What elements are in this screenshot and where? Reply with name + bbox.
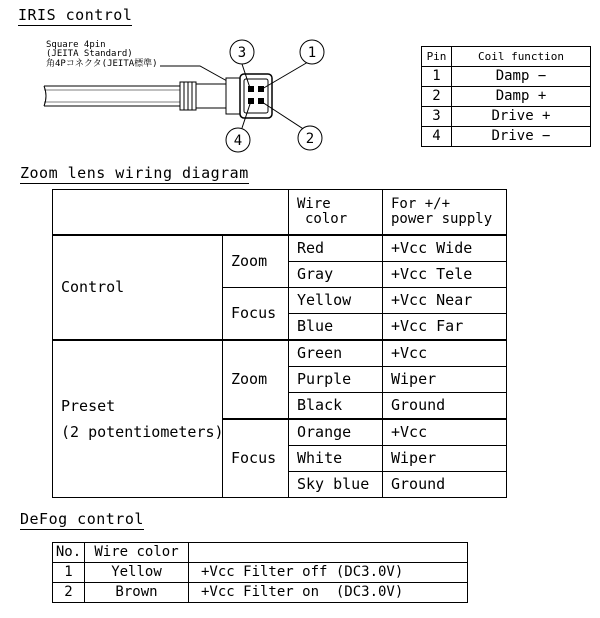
- defog-table: [52, 542, 468, 603]
- wire-color: Black: [289, 393, 383, 420]
- wire-function: +Vcc Far: [383, 314, 507, 341]
- svg-text:4: 4: [233, 133, 243, 149]
- svg-text:3: 3: [237, 45, 247, 61]
- wire-function: +Vcc Tele: [383, 262, 507, 288]
- control-zoom-label: Zoom: [223, 235, 289, 288]
- no-header: No.: [53, 543, 85, 563]
- square-4pin-connector-icon: [240, 74, 272, 118]
- wire-color: Yellow: [289, 288, 383, 314]
- wire-color: Yellow: [85, 563, 189, 583]
- wire-color-header: Wire color: [85, 543, 189, 563]
- pin-number: 1: [422, 67, 452, 87]
- power-header-line-2: power supply: [391, 211, 493, 227]
- control-focus-label: Focus: [223, 288, 289, 341]
- wire-function: Ground: [383, 472, 507, 498]
- cable-icon: [44, 86, 180, 106]
- callout-2: [298, 126, 322, 150]
- wire-function: +Vcc Near: [383, 288, 507, 314]
- iris-connector-diagram: [40, 34, 340, 164]
- wire-color: Green: [289, 340, 383, 367]
- wire-color: Orange: [289, 419, 383, 446]
- wire-color: Brown: [85, 583, 189, 603]
- table-row: [53, 340, 507, 367]
- wire-header-line-1: Wire: [297, 196, 331, 212]
- wire-color-header: [289, 190, 383, 236]
- callout-3: [230, 40, 254, 64]
- wire-color: Gray: [289, 262, 383, 288]
- svg-text:1: 1: [307, 45, 317, 61]
- table-row: [53, 563, 468, 583]
- coil-function: Damp −: [452, 67, 591, 87]
- coil-function: Drive −: [452, 127, 591, 147]
- iris-section-title: IRIS control: [18, 6, 133, 24]
- power-supply-header: [383, 190, 507, 236]
- defog-section-title: DeFog control: [20, 510, 144, 528]
- table-row: [53, 583, 468, 603]
- wire-function: +Vcc: [383, 340, 507, 367]
- callout-4: [226, 128, 250, 152]
- wire-function: +Vcc Wide: [383, 235, 507, 262]
- connector-label-2: (JEITA Standard): [46, 49, 133, 59]
- wire-header-line-2: color: [305, 211, 348, 227]
- preset-label-line-2: (2 potentiometers): [61, 423, 224, 441]
- wire-function: +Vcc Filter on (DC3.0V): [189, 583, 468, 603]
- header-blank: [53, 190, 289, 236]
- wire-color: Purple: [289, 367, 383, 393]
- wire-function: Wiper: [383, 367, 507, 393]
- preset-label-line-1: Preset: [61, 397, 116, 415]
- wire-color: White: [289, 446, 383, 472]
- pin-number: 4: [422, 127, 452, 147]
- wire-color: Red: [289, 235, 383, 262]
- iris-pin-table: [421, 46, 591, 147]
- coil-function: Damp +: [452, 87, 591, 107]
- table-row: [422, 127, 591, 147]
- function-header-blank: [189, 543, 468, 563]
- wire-function: +Vcc Filter off (DC3.0V): [189, 563, 468, 583]
- table-row: [53, 235, 507, 262]
- wire-function: Wiper: [383, 446, 507, 472]
- coil-function-header: Coil function: [452, 47, 591, 67]
- table-row: [422, 87, 591, 107]
- connector-label-3: 角4Pコネクタ(JEITA標準): [46, 59, 158, 69]
- wire-color: Blue: [289, 314, 383, 341]
- connector-label-1: Square 4pin: [46, 40, 106, 50]
- zoom-wiring-table: [52, 189, 507, 498]
- callout-1: [300, 40, 324, 64]
- table-row: [422, 67, 591, 87]
- wire-function: Ground: [383, 393, 507, 420]
- pin-header: Pin: [422, 47, 452, 67]
- coil-function: Drive +: [452, 107, 591, 127]
- zoom-section-title: Zoom lens wiring diagram: [20, 164, 249, 182]
- row-number: 2: [53, 583, 85, 603]
- pin-number: 2: [422, 87, 452, 107]
- table-row: [422, 107, 591, 127]
- wire-function: +Vcc: [383, 419, 507, 446]
- preset-group-label: [53, 340, 223, 498]
- pin-number: 3: [422, 107, 452, 127]
- strain-relief-icon: [180, 78, 240, 114]
- preset-focus-label: Focus: [223, 419, 289, 498]
- control-group-label: Control: [53, 235, 223, 340]
- svg-text:2: 2: [305, 131, 315, 147]
- power-header-line-1: For +/+: [391, 196, 451, 212]
- preset-zoom-label: Zoom: [223, 340, 289, 419]
- row-number: 1: [53, 563, 85, 583]
- wire-color: Sky blue: [289, 472, 383, 498]
